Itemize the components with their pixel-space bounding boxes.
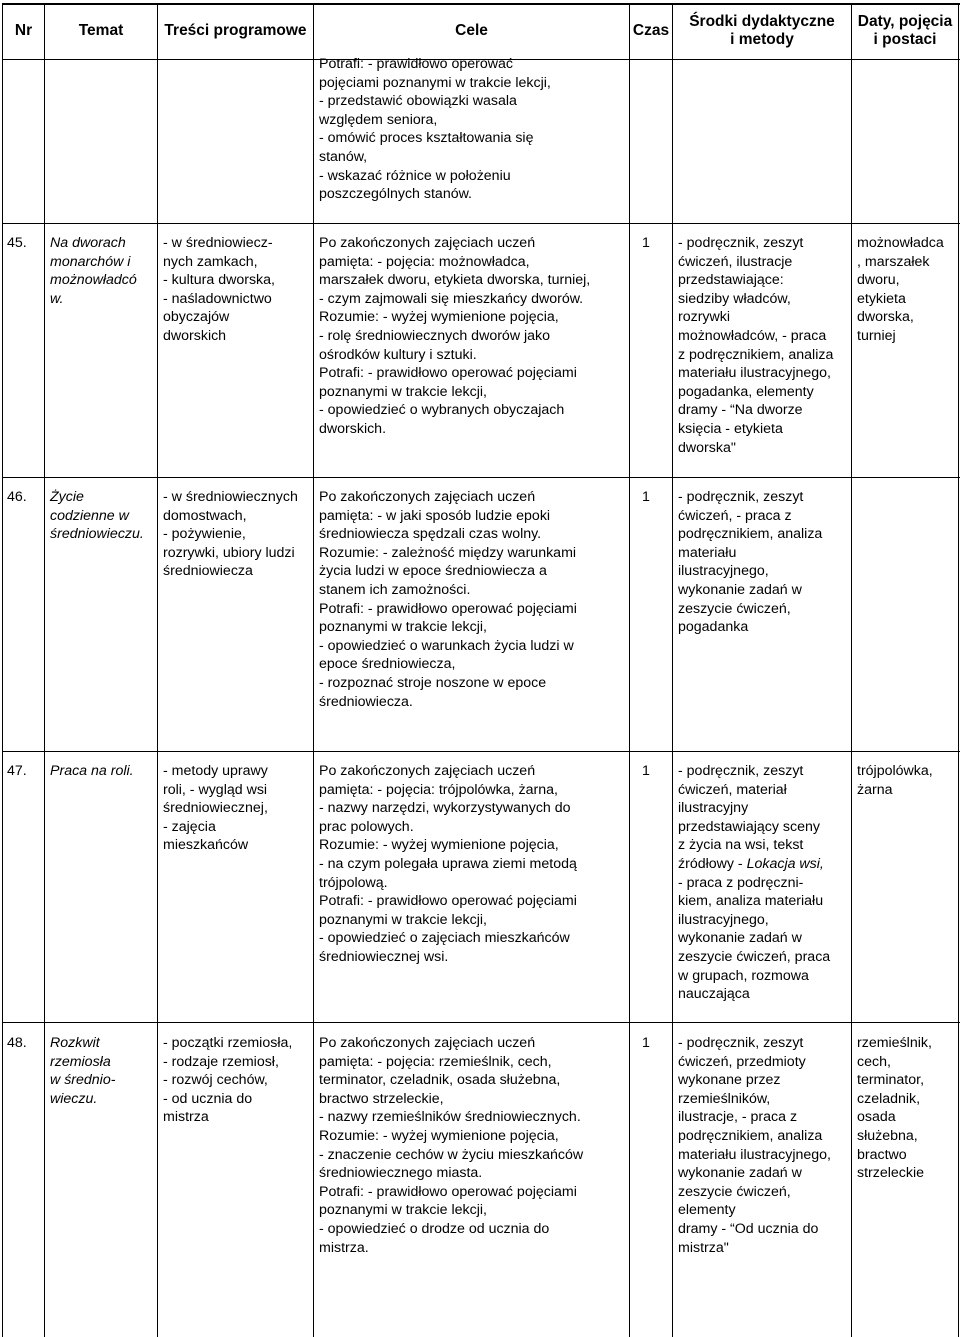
- column-divider: [313, 3, 314, 1337]
- row-czas: 1: [642, 1035, 650, 1051]
- column-divider: [157, 3, 158, 1337]
- column-divider: [44, 3, 45, 1337]
- column-divider: [629, 3, 630, 1337]
- row-temat: Na dworach monarchów i możnowładcó w.: [50, 235, 137, 307]
- row-tresci: - w średniowiecz- nych zamkach, - kultura dworska, - naśladownictwo obyczajów dworskich: [163, 235, 275, 344]
- row-srodki: - podręcznik, zeszyt ćwiczeń, ilustracje przedstawiające: siedziby władców, rozrywki możnowładców, - praca z podręcznikiem, analiza materiału ilustracyjnego, pogadanka, elementy dramy - “Na dworze księcia - etykieta dworska": [678, 235, 834, 456]
- row-srodki-source-title: Lokacja wsi,: [746, 855, 824, 872]
- row-cele: Po zakończonych zajęciach uczeń pamięta: - pojęcia: możnowładca, marszałek dworu, etykieta dworska, turniej, - czym zajmowali się mieszkańcy dworów. Rozumie: - wyżej wymienione pojęcia, - rolę średniowiecznych dworów jako ośrodków kultury i sztuki. Potrafi: - prawidłowo operować pojęciami poznanymi w trakcie lekcji, - opowiedzieć o wybranych obyczajach dworskich.: [319, 235, 591, 437]
- row-temat: Rozkwit rzemiosła w średnio- wieczu.: [50, 1035, 116, 1107]
- column-divider: [958, 3, 959, 1337]
- row-nr: 47.: [7, 763, 27, 779]
- row-divider: [2, 477, 960, 478]
- continuation-cele: Potrafi: - prawidłowo operować pojęciami poznanymi w trakcie lekcji, - przedstawić obowiązki wasala względem seniora, - omówić proces kształtowania się stanów, - wskazać różnice w położeniu poszczególnych stanów.: [319, 56, 551, 203]
- row-divider: [2, 223, 960, 224]
- row-divider: [2, 751, 960, 752]
- row-cele: Po zakończonych zajęciach uczeń pamięta: - pojęcia: trójpolówka, żarna, - nazwy narzędzi, wykorzystywanych do prac polowych. Rozumie: - wyżej wymienione pojęcia, - na czym polegała uprawa ziemi metodą trójpolową. Potrafi: - prawidłowo operować pojęciami poznanymi w trakcie lekcji, - opowiedzieć o zajęciach mieszkańców średniowiecznej wsi.: [319, 763, 577, 965]
- row-srodki: [678, 762, 850, 1004]
- header-srodki: Środki dydaktyczne i metody: [689, 13, 835, 48]
- row-srodki-part: - praca z podręczni- kiem, analiza materiału ilustracyjnego, wykonanie zadań w zeszycie ćwiczeń, praca w grupach, rozmowa nauczająca: [678, 874, 831, 1003]
- header-daty: Daty, pojęcia i postaci: [857, 13, 953, 48]
- row-cele: Po zakończonych zajęciach uczeń pamięta: - pojęcia: rzemieślnik, cech, terminator, czeladnik, osada służebna, bractwo strzeleckie, - nazwy rzemieślników średniowiecznych. Rozumie: - wyżej wymienione pojęcia, - znaczenie cechów w życiu mieszkańców średniowiecznego miasta. Potrafi: - prawidłowo operować pojęciami poznanymi w trakcie lekcji, - opowiedzieć o drodze od ucznia do mistrza.: [319, 1035, 584, 1256]
- row-srodki-part: - podręcznik, zeszyt ćwiczeń, materiał ilustracyjny przedstawiający sceny z życia na wsi, tekst źródłowy -: [678, 763, 820, 872]
- row-daty: trójpolówka, żarna: [857, 763, 933, 798]
- row-czas: 1: [642, 763, 650, 779]
- row-daty: możnowładca , marszałek dworu, etykieta dworska, turniej: [857, 235, 944, 344]
- row-temat: Życie codzienne w średniowieczu.: [50, 489, 144, 543]
- row-divider: [2, 1022, 960, 1023]
- row-czas: 1: [642, 235, 650, 251]
- column-divider: [851, 3, 852, 1337]
- row-tresci: - w średniowiecznych domostwach, - pożywienie, rozrywki, ubiory ludzi średniowiecza: [163, 489, 298, 580]
- row-tresci: - metody uprawy roli, - wygląd wsi średniowiecznej, - zajęcia mieszkańców: [163, 763, 268, 854]
- row-temat: Praca na roli.: [50, 763, 134, 779]
- row-nr: 48.: [7, 1035, 27, 1051]
- header-cele: Cele: [455, 22, 488, 39]
- header-temat: Temat: [78, 22, 124, 39]
- header-czas: Czas: [632, 22, 670, 39]
- column-divider: [2, 3, 3, 1337]
- row-daty: rzemieślnik, cech, terminator, czeladnik, osada służebna, bractwo strzeleckie: [857, 1035, 932, 1182]
- row-tresci: - początki rzemiosła, - rodzaje rzemiosł, - rozwój cechów, - od ucznia do mistrza: [163, 1035, 293, 1126]
- header-nr: Nr: [14, 22, 33, 39]
- row-nr: 46.: [7, 489, 27, 505]
- header-tresci: Treści programowe: [164, 22, 307, 39]
- row-nr: 45.: [7, 235, 27, 251]
- row-srodki: - podręcznik, zeszyt ćwiczeń, przedmioty wykonane przez rzemieślników, ilustracje, - praca z podręcznikiem, analiza materiału ilustracyjnego, wykonanie zadań w zeszycie ćwiczeń, elementy dramy - “Od ucznia do mistrza": [678, 1035, 831, 1256]
- row-cele: Po zakończonych zajęciach uczeń pamięta: - w jaki sposób ludzie epoki średniowiecza spędzali czas wolny. Rozumie: - zależność między warunkami życia ludzi w epoce średniowiecza a stanem ich zamożności. Potrafi: - prawidłowo operować pojęciami poznanymi w trakcie lekcji, - opowiedzieć o warunkach życia ludzi w epoce średniowiecza, - rozpoznać stroje noszone w epoce średniowiecza.: [319, 489, 577, 710]
- row-czas: 1: [642, 489, 650, 505]
- column-divider: [672, 3, 673, 1337]
- row-srodki: - podręcznik, zeszyt ćwiczeń, - praca z podręcznikiem, analiza materiału ilustracyjnego, wykonanie zadań w zeszycie ćwiczeń, pogadanka: [678, 489, 823, 636]
